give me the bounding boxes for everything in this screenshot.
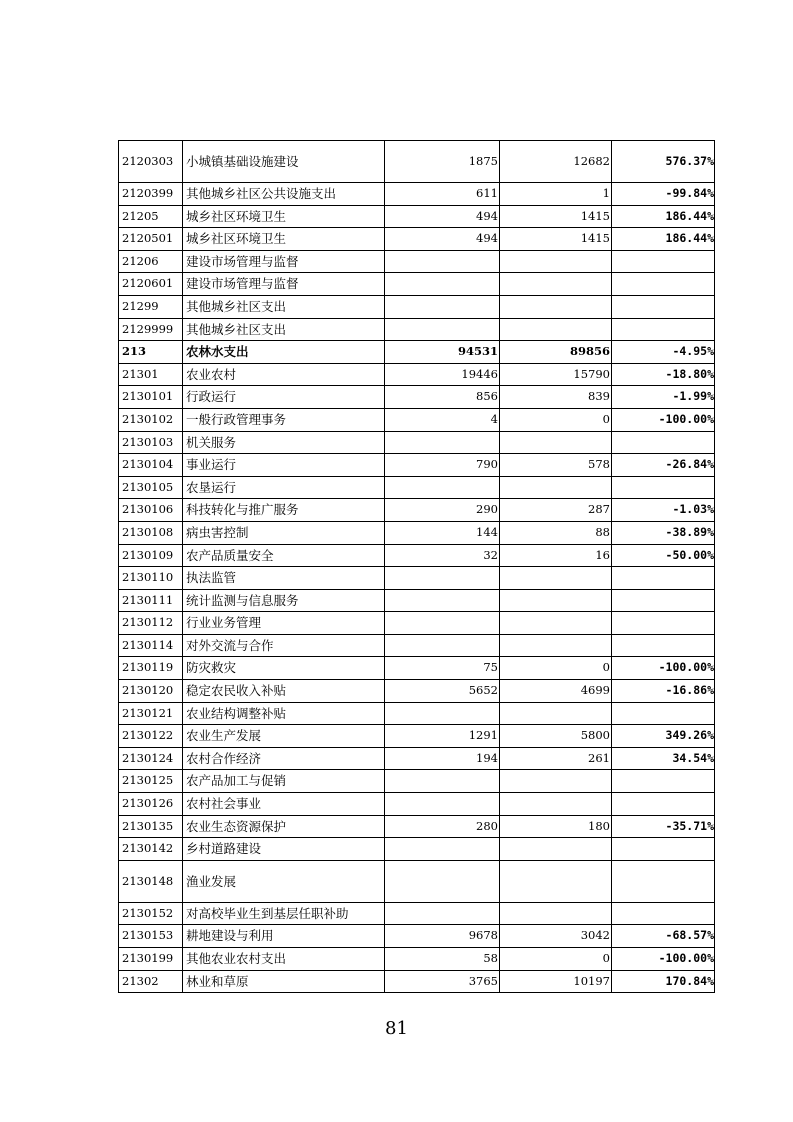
prior-amount-cell: 32 [385, 544, 500, 567]
current-amount-cell: 180 [500, 815, 612, 838]
current-amount-cell [500, 431, 612, 454]
change-percent-cell: -68.57% [612, 925, 715, 948]
current-amount-cell: 89856 [500, 341, 612, 364]
current-amount-cell: 839 [500, 386, 612, 409]
change-percent-cell: 34.54% [612, 747, 715, 770]
table-row [119, 948, 715, 971]
change-percent-cell [612, 567, 715, 590]
name-cell: 行政运行 [183, 386, 385, 409]
prior-amount-cell: 5652 [385, 680, 500, 703]
name-cell: 稳定农民收入补贴 [183, 680, 385, 703]
name-cell: 其他城乡社区支出 [183, 318, 385, 341]
prior-amount-cell [385, 702, 500, 725]
change-percent-cell: -1.99% [612, 386, 715, 409]
name-cell: 农村社会事业 [183, 793, 385, 816]
current-amount-cell: 3042 [500, 925, 612, 948]
change-percent-cell [612, 476, 715, 499]
code-cell: 2130119 [119, 657, 183, 680]
prior-amount-cell: 494 [385, 228, 500, 251]
code-cell: 21301 [119, 363, 183, 386]
code-cell: 213 [119, 341, 183, 364]
table-row [119, 205, 715, 228]
prior-amount-cell: 75 [385, 657, 500, 680]
name-cell: 林业和草原 [183, 970, 385, 993]
code-cell: 2130108 [119, 521, 183, 544]
current-amount-cell: 287 [500, 499, 612, 522]
code-cell: 2130121 [119, 702, 183, 725]
table-row [119, 408, 715, 431]
name-cell: 事业运行 [183, 454, 385, 477]
table-row [119, 747, 715, 770]
change-percent-cell: 576.37% [612, 141, 715, 183]
code-cell: 2130114 [119, 634, 183, 657]
name-cell: 农业结构调整补贴 [183, 702, 385, 725]
name-cell: 农业农村 [183, 363, 385, 386]
name-cell: 机关服务 [183, 431, 385, 454]
prior-amount-cell [385, 793, 500, 816]
code-cell: 2130104 [119, 454, 183, 477]
code-cell: 21205 [119, 205, 183, 228]
change-percent-cell [612, 250, 715, 273]
current-amount-cell: 1415 [500, 205, 612, 228]
change-percent-cell [612, 770, 715, 793]
table-row [119, 295, 715, 318]
table-row [119, 341, 715, 364]
table-row [119, 815, 715, 838]
current-amount-cell: 12682 [500, 141, 612, 183]
prior-amount-cell: 280 [385, 815, 500, 838]
table-row [119, 141, 715, 183]
prior-amount-cell: 856 [385, 386, 500, 409]
code-cell: 2130102 [119, 408, 183, 431]
change-percent-cell: -4.95% [612, 341, 715, 364]
current-amount-cell: 0 [500, 657, 612, 680]
name-cell: 小城镇基础设施建设 [183, 141, 385, 183]
name-cell: 对外交流与合作 [183, 634, 385, 657]
table-row [119, 725, 715, 748]
code-cell: 2130126 [119, 793, 183, 816]
name-cell: 行业业务管理 [183, 612, 385, 635]
change-percent-cell: -1.03% [612, 499, 715, 522]
prior-amount-cell [385, 250, 500, 273]
prior-amount-cell [385, 902, 500, 925]
code-cell: 2120303 [119, 141, 183, 183]
table-row [119, 544, 715, 567]
current-amount-cell: 4699 [500, 680, 612, 703]
table-row [119, 567, 715, 590]
current-amount-cell [500, 589, 612, 612]
prior-amount-cell [385, 295, 500, 318]
prior-amount-cell [385, 589, 500, 612]
name-cell: 对高校毕业生到基层任职补助 [183, 902, 385, 925]
current-amount-cell: 10197 [500, 970, 612, 993]
table-row [119, 702, 715, 725]
table-row [119, 521, 715, 544]
table-row [119, 970, 715, 993]
table-row [119, 770, 715, 793]
current-amount-cell: 16 [500, 544, 612, 567]
code-cell: 2120399 [119, 183, 183, 206]
current-amount-cell [500, 702, 612, 725]
table-row [119, 657, 715, 680]
code-cell: 2130112 [119, 612, 183, 635]
name-cell: 乡村道路建设 [183, 838, 385, 861]
prior-amount-cell: 290 [385, 499, 500, 522]
name-cell: 统计监测与信息服务 [183, 589, 385, 612]
code-cell: 2130124 [119, 747, 183, 770]
prior-amount-cell: 194 [385, 747, 500, 770]
budget-table [118, 140, 715, 993]
code-cell: 2120601 [119, 273, 183, 296]
table-row [119, 838, 715, 861]
current-amount-cell: 5800 [500, 725, 612, 748]
prior-amount-cell: 4 [385, 408, 500, 431]
table-row [119, 431, 715, 454]
current-amount-cell [500, 860, 612, 902]
name-cell: 农垦运行 [183, 476, 385, 499]
current-amount-cell [500, 273, 612, 296]
code-cell: 2130142 [119, 838, 183, 861]
prior-amount-cell [385, 431, 500, 454]
prior-amount-cell: 94531 [385, 341, 500, 364]
prior-amount-cell [385, 770, 500, 793]
current-amount-cell [500, 770, 612, 793]
current-amount-cell: 15790 [500, 363, 612, 386]
current-amount-cell [500, 567, 612, 590]
name-cell: 渔业发展 [183, 860, 385, 902]
table-row [119, 318, 715, 341]
prior-amount-cell: 790 [385, 454, 500, 477]
code-cell: 2120501 [119, 228, 183, 251]
name-cell: 防灾救灾 [183, 657, 385, 680]
change-percent-cell [612, 634, 715, 657]
table-row [119, 902, 715, 925]
table-row [119, 634, 715, 657]
name-cell: 建设市场管理与监督 [183, 250, 385, 273]
change-percent-cell: 186.44% [612, 205, 715, 228]
current-amount-cell: 1 [500, 183, 612, 206]
table-row [119, 499, 715, 522]
prior-amount-cell [385, 318, 500, 341]
prior-amount-cell [385, 476, 500, 499]
code-cell: 2130110 [119, 567, 183, 590]
current-amount-cell [500, 793, 612, 816]
name-cell: 城乡社区环境卫生 [183, 205, 385, 228]
change-percent-cell [612, 318, 715, 341]
change-percent-cell: -26.84% [612, 454, 715, 477]
name-cell: 其他城乡社区支出 [183, 295, 385, 318]
code-cell: 2129999 [119, 318, 183, 341]
code-cell: 2130103 [119, 431, 183, 454]
code-cell: 2130111 [119, 589, 183, 612]
current-amount-cell [500, 634, 612, 657]
current-amount-cell [500, 318, 612, 341]
table-row [119, 925, 715, 948]
current-amount-cell [500, 295, 612, 318]
code-cell: 2130153 [119, 925, 183, 948]
table-row [119, 860, 715, 902]
prior-amount-cell: 1291 [385, 725, 500, 748]
table-row [119, 250, 715, 273]
code-cell: 21299 [119, 295, 183, 318]
code-cell: 2130125 [119, 770, 183, 793]
change-percent-cell [612, 902, 715, 925]
current-amount-cell: 578 [500, 454, 612, 477]
change-percent-cell: 186.44% [612, 228, 715, 251]
prior-amount-cell [385, 860, 500, 902]
change-percent-cell: -100.00% [612, 657, 715, 680]
name-cell: 一般行政管理事务 [183, 408, 385, 431]
change-percent-cell: -99.84% [612, 183, 715, 206]
page-number: 81 [385, 1018, 408, 1039]
current-amount-cell [500, 250, 612, 273]
name-cell: 建设市场管理与监督 [183, 273, 385, 296]
code-cell: 2130120 [119, 680, 183, 703]
name-cell: 执法监管 [183, 567, 385, 590]
change-percent-cell: 170.84% [612, 970, 715, 993]
table-row [119, 476, 715, 499]
prior-amount-cell: 58 [385, 948, 500, 971]
code-cell: 2130105 [119, 476, 183, 499]
change-percent-cell [612, 273, 715, 296]
name-cell: 农业生态资源保护 [183, 815, 385, 838]
table-row [119, 228, 715, 251]
change-percent-cell [612, 431, 715, 454]
prior-amount-cell [385, 838, 500, 861]
table-row [119, 363, 715, 386]
current-amount-cell [500, 902, 612, 925]
code-cell: 2130101 [119, 386, 183, 409]
change-percent-cell [612, 702, 715, 725]
table-row [119, 386, 715, 409]
name-cell: 农村合作经济 [183, 747, 385, 770]
current-amount-cell: 88 [500, 521, 612, 544]
change-percent-cell: -100.00% [612, 408, 715, 431]
prior-amount-cell: 611 [385, 183, 500, 206]
prior-amount-cell: 1875 [385, 141, 500, 183]
prior-amount-cell [385, 634, 500, 657]
prior-amount-cell: 144 [385, 521, 500, 544]
name-cell: 科技转化与推广服务 [183, 499, 385, 522]
prior-amount-cell [385, 567, 500, 590]
change-percent-cell: -35.71% [612, 815, 715, 838]
prior-amount-cell [385, 273, 500, 296]
change-percent-cell: 349.26% [612, 725, 715, 748]
current-amount-cell: 0 [500, 408, 612, 431]
prior-amount-cell [385, 612, 500, 635]
code-cell: 2130135 [119, 815, 183, 838]
code-cell: 21206 [119, 250, 183, 273]
change-percent-cell: -16.86% [612, 680, 715, 703]
code-cell: 2130109 [119, 544, 183, 567]
name-cell: 农林水支出 [183, 341, 385, 364]
table-row [119, 612, 715, 635]
change-percent-cell: -38.89% [612, 521, 715, 544]
name-cell: 城乡社区环境卫生 [183, 228, 385, 251]
table-row [119, 793, 715, 816]
code-cell: 21302 [119, 970, 183, 993]
change-percent-cell: -18.80% [612, 363, 715, 386]
code-cell: 2130106 [119, 499, 183, 522]
table-row [119, 680, 715, 703]
name-cell: 病虫害控制 [183, 521, 385, 544]
name-cell: 其他农业农村支出 [183, 948, 385, 971]
prior-amount-cell: 494 [385, 205, 500, 228]
change-percent-cell [612, 838, 715, 861]
name-cell: 农产品加工与促销 [183, 770, 385, 793]
code-cell: 2130152 [119, 902, 183, 925]
name-cell: 农业生产发展 [183, 725, 385, 748]
table-row [119, 183, 715, 206]
change-percent-cell [612, 860, 715, 902]
change-percent-cell [612, 612, 715, 635]
prior-amount-cell: 19446 [385, 363, 500, 386]
current-amount-cell [500, 838, 612, 861]
name-cell: 其他城乡社区公共设施支出 [183, 183, 385, 206]
code-cell: 2130199 [119, 948, 183, 971]
current-amount-cell: 261 [500, 747, 612, 770]
current-amount-cell: 1415 [500, 228, 612, 251]
change-percent-cell: -50.00% [612, 544, 715, 567]
current-amount-cell [500, 476, 612, 499]
current-amount-cell [500, 612, 612, 635]
change-percent-cell [612, 793, 715, 816]
table-row [119, 454, 715, 477]
code-cell: 2130122 [119, 725, 183, 748]
name-cell: 农产品质量安全 [183, 544, 385, 567]
current-amount-cell: 0 [500, 948, 612, 971]
code-cell: 2130148 [119, 860, 183, 902]
change-percent-cell [612, 295, 715, 318]
prior-amount-cell: 9678 [385, 925, 500, 948]
change-percent-cell: -100.00% [612, 948, 715, 971]
change-percent-cell [612, 589, 715, 612]
table-row [119, 589, 715, 612]
table-row [119, 273, 715, 296]
name-cell: 耕地建设与利用 [183, 925, 385, 948]
prior-amount-cell: 3765 [385, 970, 500, 993]
